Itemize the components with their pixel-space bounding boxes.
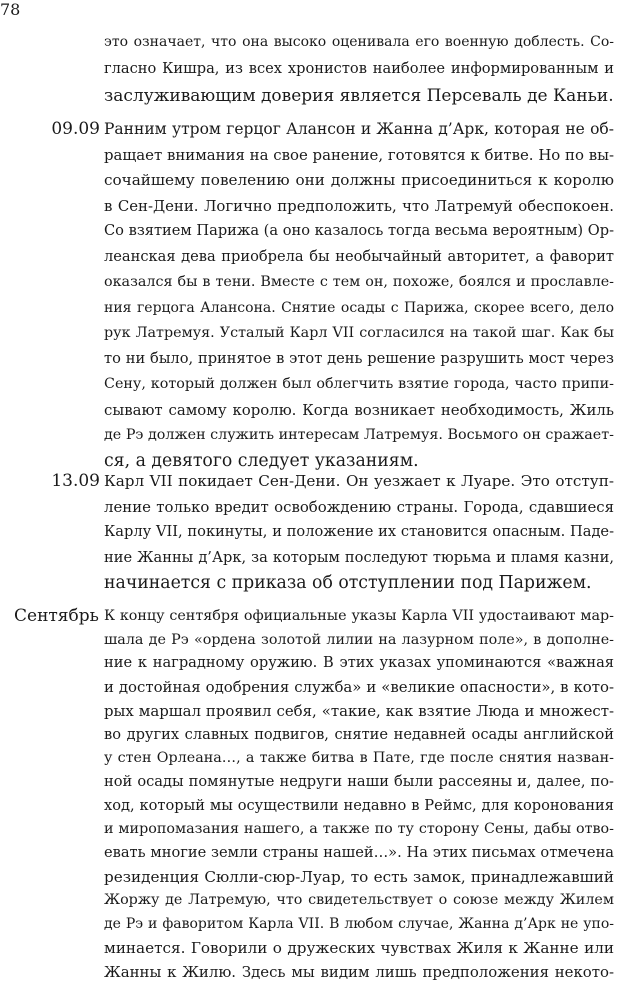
text-line: минается. Говорили о дружеских чувствах Жиля к Жанне или <box>104 938 614 957</box>
entry-date-label: 09.09 <box>51 119 100 139</box>
text-line: гласно Кишра, из всех хронистов наиболее информированным и <box>104 60 614 77</box>
text-line: ращает внимания на свое ранение, готовятся к битве. Но по вы- <box>104 145 614 164</box>
text-line: и достойная одобрения служба» и «великие опасности», в кото- <box>104 678 614 697</box>
text-line: ной осады помянутые недруги наши были рассеяны и, далее, по- <box>104 772 614 790</box>
text-line: оказался бы в тени. Вместе с тем он, похоже, боялся и прославле- <box>104 274 614 290</box>
text-line: Жоржу де Латремую, что свидетельствует о союзе между Жилем <box>104 892 614 909</box>
text-line: шала де Рэ «ордена золотой лилии на лазурном поле», в дополне- <box>104 631 614 648</box>
text-line: леанская дева приобрела бы необычайный авторитет, а фаворит <box>104 247 614 265</box>
text-line: во других славных подвигов, снятие недавней осады английской <box>104 725 614 743</box>
text-line: ход, который мы осуществили недавно в Реймс, для коронования <box>104 796 614 814</box>
text-line: ния герцога Алансона. Снятие осады с Парижа, скорее всего, дело <box>104 299 614 316</box>
text-line: Сену, который должен был облегчить взятие города, часто припи- <box>104 376 614 392</box>
text-line: ние к наградному оружию. В этих указах упоминаются «важная <box>104 654 614 672</box>
text-line: сочайшему повелению они должны присоединиться к королю <box>104 171 614 189</box>
text-line: ние Жанны д’Арк, за которым последуют тюрьма и пламя казни, <box>104 548 614 566</box>
page-number: 78 <box>0 0 21 19</box>
text-line: у стен Орлеана…, а также битва в Пате, где после снятия назван- <box>104 750 614 767</box>
text-line: К концу сентября официальные указы Карла VII удостаивают мар- <box>104 608 614 624</box>
text-line: сывают самому королю. Когда возникает необходимость, Жиль <box>104 400 614 419</box>
text-line: и миропомазания нашего, а также по ту сторону Сены, дабы отво- <box>104 821 614 838</box>
text-line: это означает, что она высоко оценивала его военную доблесть. Со- <box>104 34 614 50</box>
text-line: начинается с приказа об отступлении под Парижем. <box>104 573 592 593</box>
text-line: то ни было, принятое в этот день решение разрушить мост через <box>104 349 614 367</box>
entry-month-label: Сентябрь <box>14 606 99 626</box>
text-line: рук Латремуя. Усталый Карл VII согласился на такой шаг. Как бы <box>104 325 614 341</box>
text-line: рых маршал проявил себя, «такие, как взятие Люда и множест- <box>104 701 614 720</box>
text-line: Карл VII покидает Сен-Дени. Он уезжает к Луаре. Это отступ- <box>104 472 614 490</box>
text-line: Жанны к Жилю. Здесь мы видим лишь предположения некото- <box>104 962 614 981</box>
text-line: Карлу VII, покинуты, и положение их становится опасным. Паде- <box>104 523 614 540</box>
text-line: де Рэ должен служить интересам Латремуя. Восьмого он сражает- <box>104 427 614 443</box>
text-line: Ранним утром герцог Алансон и Жанна д’Арк, которая не об- <box>104 120 614 138</box>
text-line: резиденция Сюлли-сюр-Луар, то есть замок, принадлежавший <box>104 867 614 886</box>
text-line: де Рэ и фаворитом Карла VII. В любом случае, Жанна д’Арк не упо- <box>104 916 614 933</box>
text-line: евать многие земли страны нашей…». На этих письмах отмечена <box>104 844 614 861</box>
entry-date-label: 13.09 <box>51 471 100 491</box>
text-line: ся, а девятого следует указаниям. <box>104 450 419 471</box>
text-line: в Сен-Дени. Логично предположить, что Латремуй обеспокоен. <box>104 196 614 215</box>
text-line: ление только вредит освобождению страны. Города, сдавшиеся <box>104 497 614 516</box>
text-line: заслуживающим доверия является Персеваль де Каньи. <box>104 86 614 106</box>
text-line: Со взятием Парижа (а оно казалось тогда весьма вероятным) Ор- <box>104 222 614 239</box>
